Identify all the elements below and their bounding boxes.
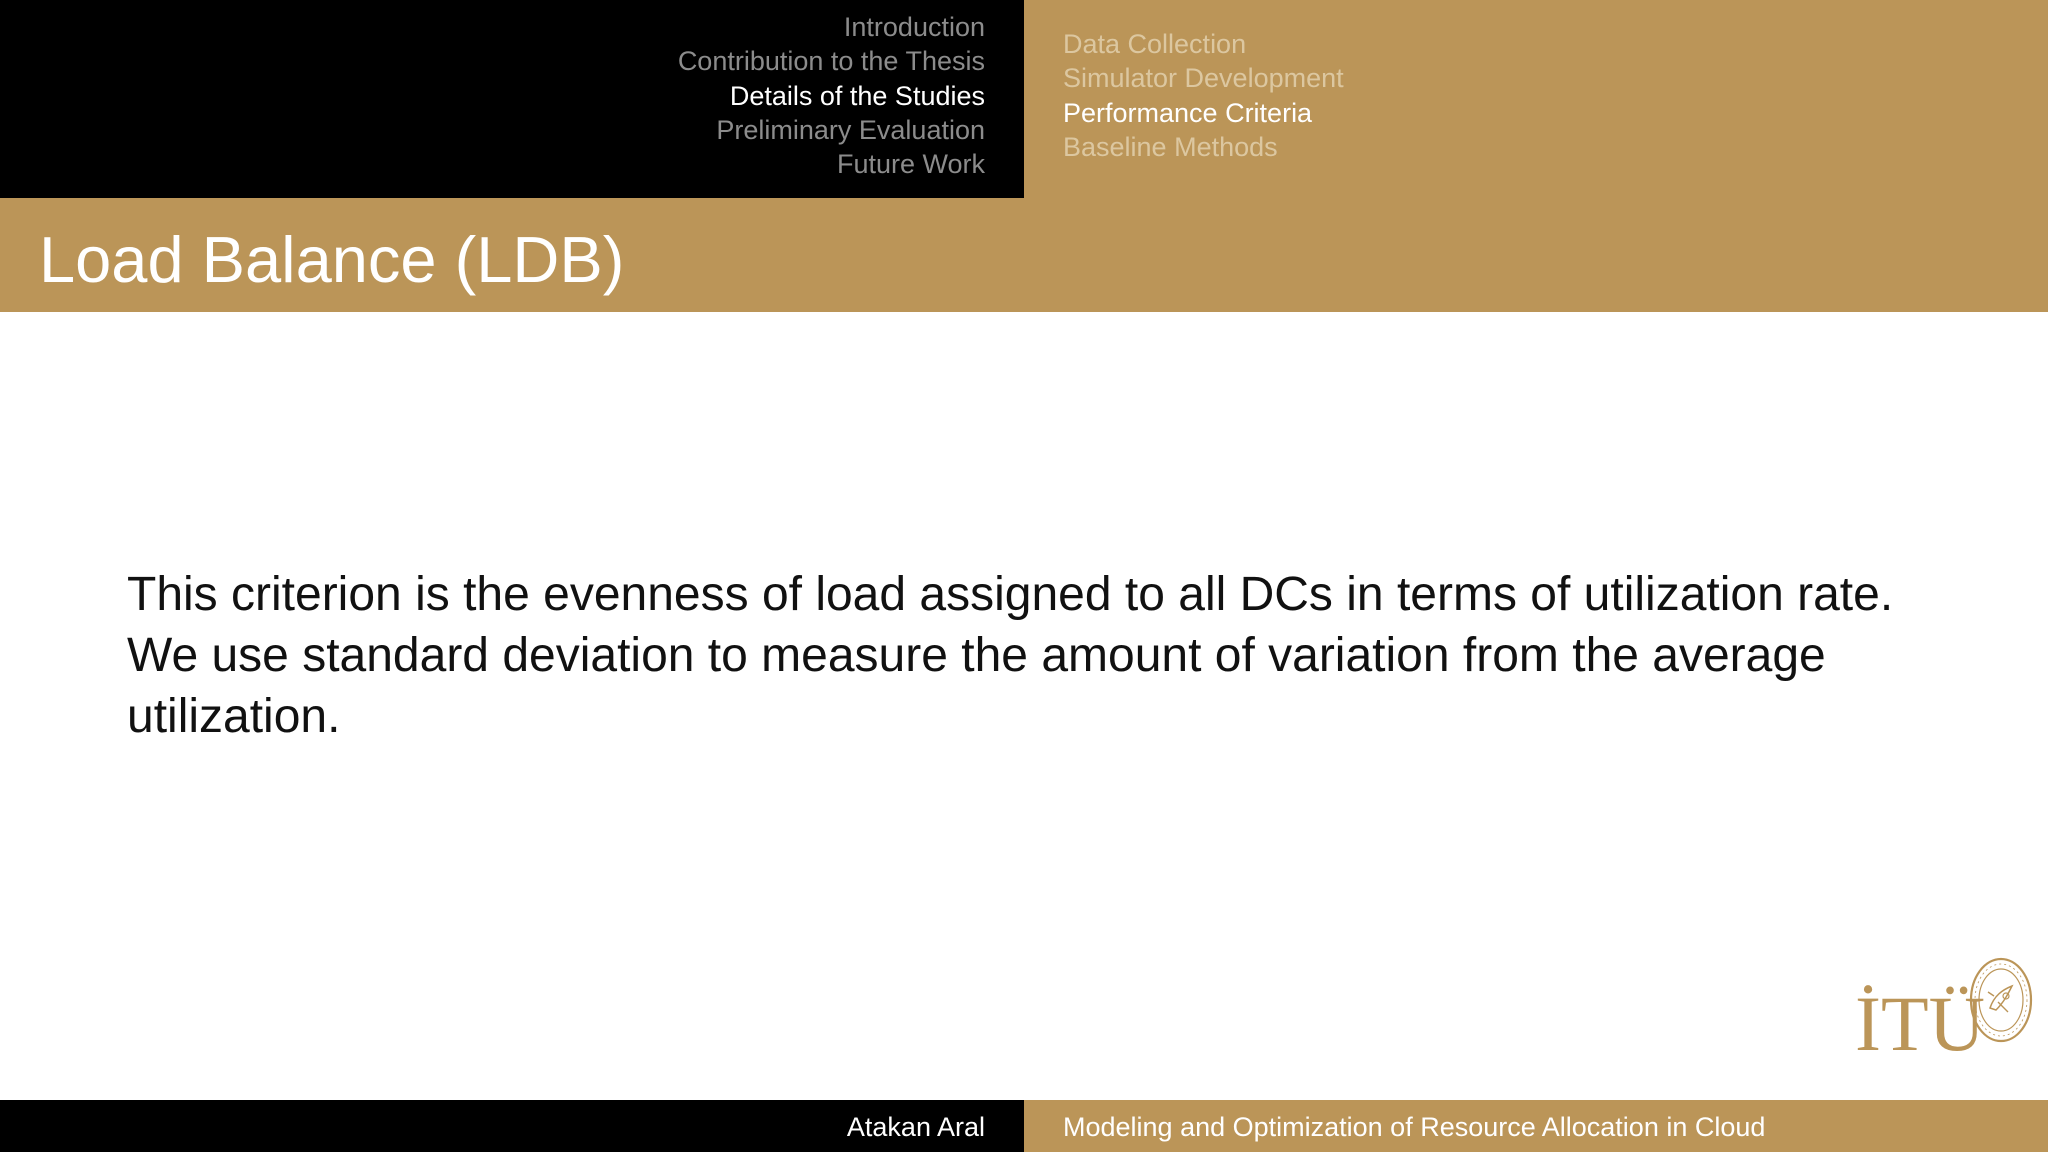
- header-sections-panel: [0, 0, 1024, 198]
- section-link-contribution[interactable]: Contribution to the Thesis: [677, 46, 985, 77]
- slide-title: Load Balance (LDB): [39, 223, 625, 296]
- section-link-preliminary-evaluation[interactable]: Preliminary Evaluation: [716, 114, 985, 145]
- frame-title-bar: [0, 198, 2048, 312]
- footer-talk-title: Modeling and Optimization of Resource Allocation in Cloud: [1063, 1112, 1766, 1142]
- footer-author-panel: [0, 1100, 1024, 1152]
- itu-logo-text: İTÜ: [1855, 980, 1985, 1067]
- section-nav: [678, 10, 985, 181]
- section-link-details-current[interactable]: Details of the Studies: [729, 80, 985, 111]
- university-seal-icon: [1968, 956, 2034, 1044]
- subsection-link-baseline-methods[interactable]: Baseline Methods: [1063, 131, 1278, 162]
- subsection-nav: [1063, 27, 1344, 164]
- itu-logo: [1850, 956, 2040, 1066]
- subsection-link-performance-criteria-current[interactable]: Performance Criteria: [1063, 97, 1313, 128]
- subsection-link-data-collection[interactable]: Data Collection: [1063, 29, 1247, 59]
- subsection-link-simulator-development[interactable]: Simulator Development: [1063, 63, 1344, 94]
- footer-title-panel: [1024, 1100, 2048, 1152]
- header-subsections-panel: [1024, 0, 2048, 198]
- section-link-introduction[interactable]: Introduction: [843, 12, 985, 42]
- slide-body-text: This criterion is the evenness of load assigned to all DCs in terms of utilization rate. We use standard deviation to measure the amount of variation from the average utilization.: [127, 568, 1894, 743]
- section-link-future-work[interactable]: Future Work: [836, 149, 985, 180]
- footer-author: Atakan Aral: [846, 1112, 985, 1142]
